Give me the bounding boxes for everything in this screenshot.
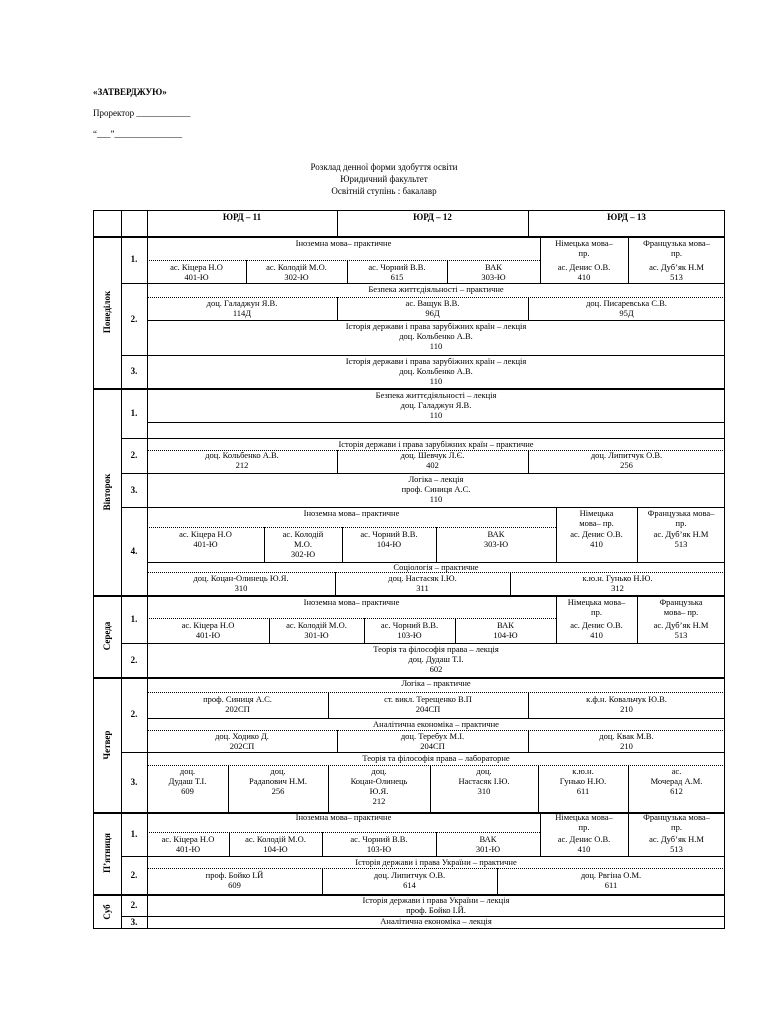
cell-text: Іноземна мова– практичне [295,812,392,822]
cell-text: 302-Ю [290,549,316,559]
cell-text: 410 [590,539,603,549]
cell-text: Історія держави і права зарубіжних країн – лекція [345,356,527,366]
cell-text: 311 [416,583,429,593]
cell-text: доц. Квак М.В. [599,731,654,741]
cell-text: 612 [670,786,683,796]
h-rule [147,260,540,261]
prorector-line: Проректор ____________ [93,108,191,118]
subject-title [147,508,556,520]
cell-text: доц. [179,766,196,776]
teacher-cell [228,766,328,812]
cell-text: 96Д [425,308,440,318]
cell-text: Іноземна мова– практичне [303,597,400,607]
cell-text: 110 [429,341,443,351]
cell-text: 210 [620,741,633,751]
cell-text: 402 [426,460,439,470]
cell-text: Логіка – практичне [401,678,471,688]
h-rule [147,422,725,423]
cell-text: мова– пр. [663,607,699,617]
subject-title [147,812,540,823]
cell-text: ас. Кіцера Н.О [161,834,215,844]
cell-text: 312 [611,583,624,593]
cell-text: Французька [659,597,703,607]
subject-title [147,284,725,296]
pair-number: 1. [130,254,138,264]
cell-text: ас. Денис О.В. [557,262,611,272]
day-label-tue [93,388,121,595]
teacher-cell [637,620,725,643]
cell-text: доц. [270,766,286,776]
teacher-cell [264,529,342,562]
cell-text: Французька мова– [647,508,715,518]
subject-title [628,238,725,262]
teacher-cell [342,529,436,562]
cell-text: проф. Бойко І.Й. [406,905,466,915]
subject-title [147,719,725,729]
day-label-text: Вівторок [102,473,112,510]
lecture-cell [147,390,725,422]
cell-text: пр. [578,248,590,258]
cell-text: пр. [591,607,602,617]
cell-text: Настасяк І.Ю. [458,776,510,786]
cell-text: проф. Синиця А.С. [401,484,471,494]
teacher-cell [147,262,246,283]
lecture-cell [147,895,725,916]
cell-text: ВАК [487,529,505,539]
teacher-cell [637,529,725,562]
teacher-cell [337,298,528,320]
cell-text: ас. [671,766,682,776]
cell-text: ас. Кіцера Н.О [181,620,235,630]
pair-number: 2. [130,314,138,324]
teacher-cell [147,870,322,894]
cell-text: ВАК [479,834,497,844]
cell-text: ас. Денис О.В. [557,834,611,844]
teacher-cell [436,834,540,856]
teacher-cell [436,529,556,562]
cell-text: 513 [674,539,688,549]
lecture-cell [147,356,725,388]
pair-number: 3. [130,366,138,376]
subject-title [540,238,628,262]
subject-title [540,812,628,832]
cell-text: 202СП [229,741,255,751]
cell-text: ас. Колодій М.О. [266,262,327,272]
cell-text: Ю.Я. [369,786,389,796]
cell-text: ас. Чорний В.В. [380,620,439,630]
cell-text: 401-Ю [175,844,201,854]
cell-text: 212 [235,460,249,470]
cell-text: 310 [234,583,248,593]
cell-text: ВАК [497,620,514,630]
teacher-cell [147,529,264,562]
cell-text: Коцан-Олинець [350,776,408,786]
teacher-cell [628,834,725,856]
cell-text: пр. [578,822,590,832]
cell-text: 513 [674,630,688,640]
cell-text: 301-Ю [475,844,501,854]
cell-text: ас. Денис О.В. [570,529,623,539]
cell-text: 513 [670,844,683,854]
teacher-cell [147,298,337,320]
cell-text: 256 [271,786,285,796]
teacher-cell [147,694,328,718]
cell-text: 401-Ю [193,539,218,549]
teacher-cell [147,573,335,595]
teacher-cell [510,573,725,595]
cell-text: 202СП [225,704,250,714]
subject-title [147,753,725,764]
cell-text: доц. Кольбенко А.В. [205,450,279,460]
cell-text: 410 [577,272,591,282]
pair-number: 2. [130,900,138,910]
pair-number: 2. [130,655,138,665]
cell-text: проф. Синиця А.С. [203,694,272,704]
cell-text: Безпека життєдіяльності – лекція [375,390,497,400]
cell-text: 614 [403,880,416,890]
title-line-2: Юридичний факультет [340,174,428,184]
group-header: ЮРД – 13 [607,212,646,222]
cell-text: 104-Ю [263,844,288,854]
teacher-cell [147,834,229,856]
teacher-cell [528,298,725,320]
teacher-cell [147,731,337,752]
cell-text: 611 [604,880,618,890]
teacher-cell [337,450,528,473]
h-rule [147,527,556,528]
pair-number: 1. [130,408,138,418]
cell-text: доц. [371,766,387,776]
cell-text: 301-Ю [304,630,329,640]
cell-text: ас. Дуб’як Н.М [653,529,709,539]
cell-text: 256 [620,460,633,470]
cell-text: 410 [590,630,603,640]
teacher-cell [364,620,455,643]
cell-text: 310 [477,786,491,796]
cell-text: к.ю.н. [572,766,594,776]
lecture-cell [147,644,725,677]
pair-number: 2. [130,870,138,880]
subject-title [556,597,637,619]
teacher-cell [147,766,228,812]
teacher-cell [147,620,269,643]
cell-text: Історія держави і права зарубіжних країн – практичне [338,439,534,449]
pair-number: 2. [130,709,138,719]
teacher-cell [556,529,637,562]
subject-title [147,857,725,868]
cell-text: 602 [429,664,443,674]
cell-text: ас. Дуб’як Н.М [653,620,709,630]
cell-text: ас. Чорний В.В. [350,834,408,844]
subject-title [147,562,725,572]
cell-text: 204СП [420,741,445,751]
cell-text: 204СП [415,704,441,714]
teacher-cell [347,262,447,283]
lecture-cell [147,321,725,355]
cell-text: 103-Ю [397,630,422,640]
cell-text: Логіка – лекція [408,474,464,484]
cell-text: пр. [671,248,682,258]
cell-text: ас. Чорний В.В. [368,262,426,272]
cell-text: 611 [576,786,590,796]
pair-number: 1. [130,829,138,839]
cell-text: 114Д [232,308,252,318]
title-line-3: Освітній ступінь : бакалавр [331,186,437,196]
pair-number: 4. [130,546,138,556]
h-rule [147,832,540,833]
cell-text: ас. Кіцера Н.О [170,262,223,272]
teacher-cell [556,620,637,643]
teacher-cell [628,766,725,812]
day-label-sat [93,894,121,929]
subject-title [637,597,725,619]
day-label-fri [93,812,121,894]
cell-text: Аналітична економіка – практичне [373,719,499,729]
cell-text: Французька мова– [643,812,710,822]
cell-text: мова– пр. [579,518,614,528]
cell-text: Історія держави і права України – лекція [362,895,510,905]
title-line-1: Розклад денної форми здобуття освіти [310,162,458,172]
cell-text: ас. Дуб’як Н.М [649,834,704,844]
teacher-cell [538,766,628,812]
teacher-cell [540,834,628,856]
cell-text: доц. Кольбенко А.В. [399,331,473,341]
teacher-cell [497,870,725,894]
group-header: ЮРД – 12 [413,212,452,222]
cell-text: 303-Ю [481,272,506,282]
subject-title [637,508,725,528]
teacher-cell [147,450,337,473]
teacher-cell [528,694,725,718]
subject-title [147,439,725,449]
cell-text: 210 [620,704,633,714]
cell-text: ас. Ващук В.В. [405,298,460,308]
subject-title [147,238,540,250]
cell-text: Німецька [579,508,614,518]
teacher-cell [455,620,556,643]
cell-text: 110 [429,410,443,420]
schedule-table [93,210,725,929]
cell-text: Дудаш Т.І. [168,776,207,786]
cell-text: ас. Колодій М.О. [286,620,347,630]
cell-text: Іноземна мова– практичне [295,238,392,248]
cell-text: доц. Шевчук Л.Є. [400,450,465,460]
cell-text: Соціологія – практичне [393,562,479,572]
cell-text: 615 [390,272,404,282]
teacher-cell [430,766,538,812]
cell-text: Гунько Н.Ю. [559,776,607,786]
day-label-text: Понеділок [102,290,112,334]
h-rule [147,618,556,619]
day-label-mon [93,236,121,388]
cell-text: доц. Кольбенко А.В. [399,366,473,376]
cell-text: пр. [671,822,682,832]
teacher-cell [335,573,510,595]
approval-heading: «ЗАТВЕРДЖУЮ» [93,87,167,97]
day-label-wed [93,595,121,677]
cell-text: 401-Ю [184,272,209,282]
cell-text: доц. Теребух М.І. [400,731,465,741]
teacher-cell [337,731,528,752]
cell-text: 302-Ю [284,272,309,282]
h-rule [147,868,725,869]
subject-title [628,812,725,832]
teacher-cell [269,620,364,643]
cell-text: ас. Дуб’як Н.М [649,262,704,272]
day-label-text: Суб [102,903,112,920]
teacher-cell [528,731,725,752]
cell-text: 410 [577,844,591,854]
teacher-cell [528,450,725,473]
lecture-cell [147,916,725,929]
cell-text: к.ф.н. Ковальчук Ю.В. [586,694,667,704]
teacher-cell [322,870,497,894]
cell-text: доц. Рвгіна О.М. [580,870,642,880]
cell-text: 110 [429,376,443,386]
cell-text: Мочерад А.М. [650,776,703,786]
pair-number: 1. [130,614,138,624]
teacher-cell [540,262,628,283]
cell-text: 609 [228,880,241,890]
teacher-cell [328,766,430,812]
date-line: “___”_______________ [93,129,182,139]
cell-text: М.О. [294,539,312,549]
cell-text: Німецька мова– [555,238,613,248]
subject-title [556,508,637,528]
cell-text: 513 [670,272,683,282]
cell-text: 95Д [619,308,634,318]
cell-text: 103-Ю [366,844,392,854]
teacher-cell [229,834,322,856]
cell-text: ас. Чорний В.В. [360,529,418,539]
cell-text: доц. Настасяк І.Ю. [388,573,457,583]
cell-text: 303-Ю [483,539,509,549]
cell-text: ас. Колодій [282,529,324,539]
cell-text: доц. Писаревська С.В. [586,298,667,308]
cell-text: Історія держави і права України – практичне [355,857,517,867]
cell-text: доц. Коцан-Олинець Ю.Я. [193,573,289,583]
cell-text: 212 [372,796,386,806]
cell-text: доц. Галаджун Я.В. [206,298,278,308]
day-label-thu [93,677,121,812]
teacher-cell [628,262,725,283]
cell-text: ст. викл. Терещенко В.П [384,694,472,704]
cell-text: доц. Липитчук О.В. [373,870,446,880]
teacher-cell [322,834,436,856]
cell-text: ас. Кіцера Н.О [179,529,232,539]
cell-text: ас. Денис О.В. [570,620,623,630]
cell-text: 609 [181,786,194,796]
cell-text: Французька мова– [643,238,710,248]
cell-text: доц. Галаджун Я.В. [400,400,472,410]
cell-text: Історія держави і права зарубіжних країн – лекція [345,321,527,331]
cell-text: проф. Бойко І.Й [205,870,264,880]
cell-text: Німецька мова– [567,597,626,607]
cell-text: Іноземна мова– практичне [303,508,400,518]
subject-title [147,678,725,689]
cell-text: 104-Ю [493,630,518,640]
cell-text: Радanович Н.М. [248,776,307,786]
cell-text: ВАК [485,262,502,272]
cell-text: 104-Ю [376,539,402,549]
subject-title [147,597,556,609]
day-label-text: Середа [102,621,112,651]
h-rule [147,692,725,693]
pair-number: 2. [130,450,138,460]
day-label-text: П’ятниця [102,833,112,873]
cell-text: Німецька мова– [555,812,613,822]
pair-number: 3. [130,485,138,495]
pair-number: 3. [130,777,138,787]
cell-text: доц. Ходико Д. [215,731,269,741]
cell-text: к.ю.н. Гунько Н.Ю. [582,573,653,583]
teacher-cell [447,262,540,283]
cell-text: доц. [476,766,492,776]
cell-text: Безпека життєдіяльності – практичне [368,284,504,294]
pair-number: 3. [130,917,138,927]
lecture-cell [147,474,725,507]
cell-text: ас. Колодій М.О. [245,834,306,844]
cell-text: доц. Дудаш Т.І. [408,654,464,664]
cell-text: Аналітична економіка – лекція [380,916,492,926]
day-label-text: Четвер [102,730,112,759]
teacher-cell [328,694,528,718]
cell-text: 110 [429,494,443,504]
cell-text: доц. Липитчук О.В. [590,450,663,460]
group-header: ЮРД – 11 [222,212,262,222]
cell-text: Теорія та філософія права – лекція [373,644,499,654]
cell-text: 401-Ю [195,630,221,640]
cell-text: пр. [675,518,687,528]
cell-text: Теорія та філософія права – лабораторне [362,753,510,763]
teacher-cell [246,262,347,283]
